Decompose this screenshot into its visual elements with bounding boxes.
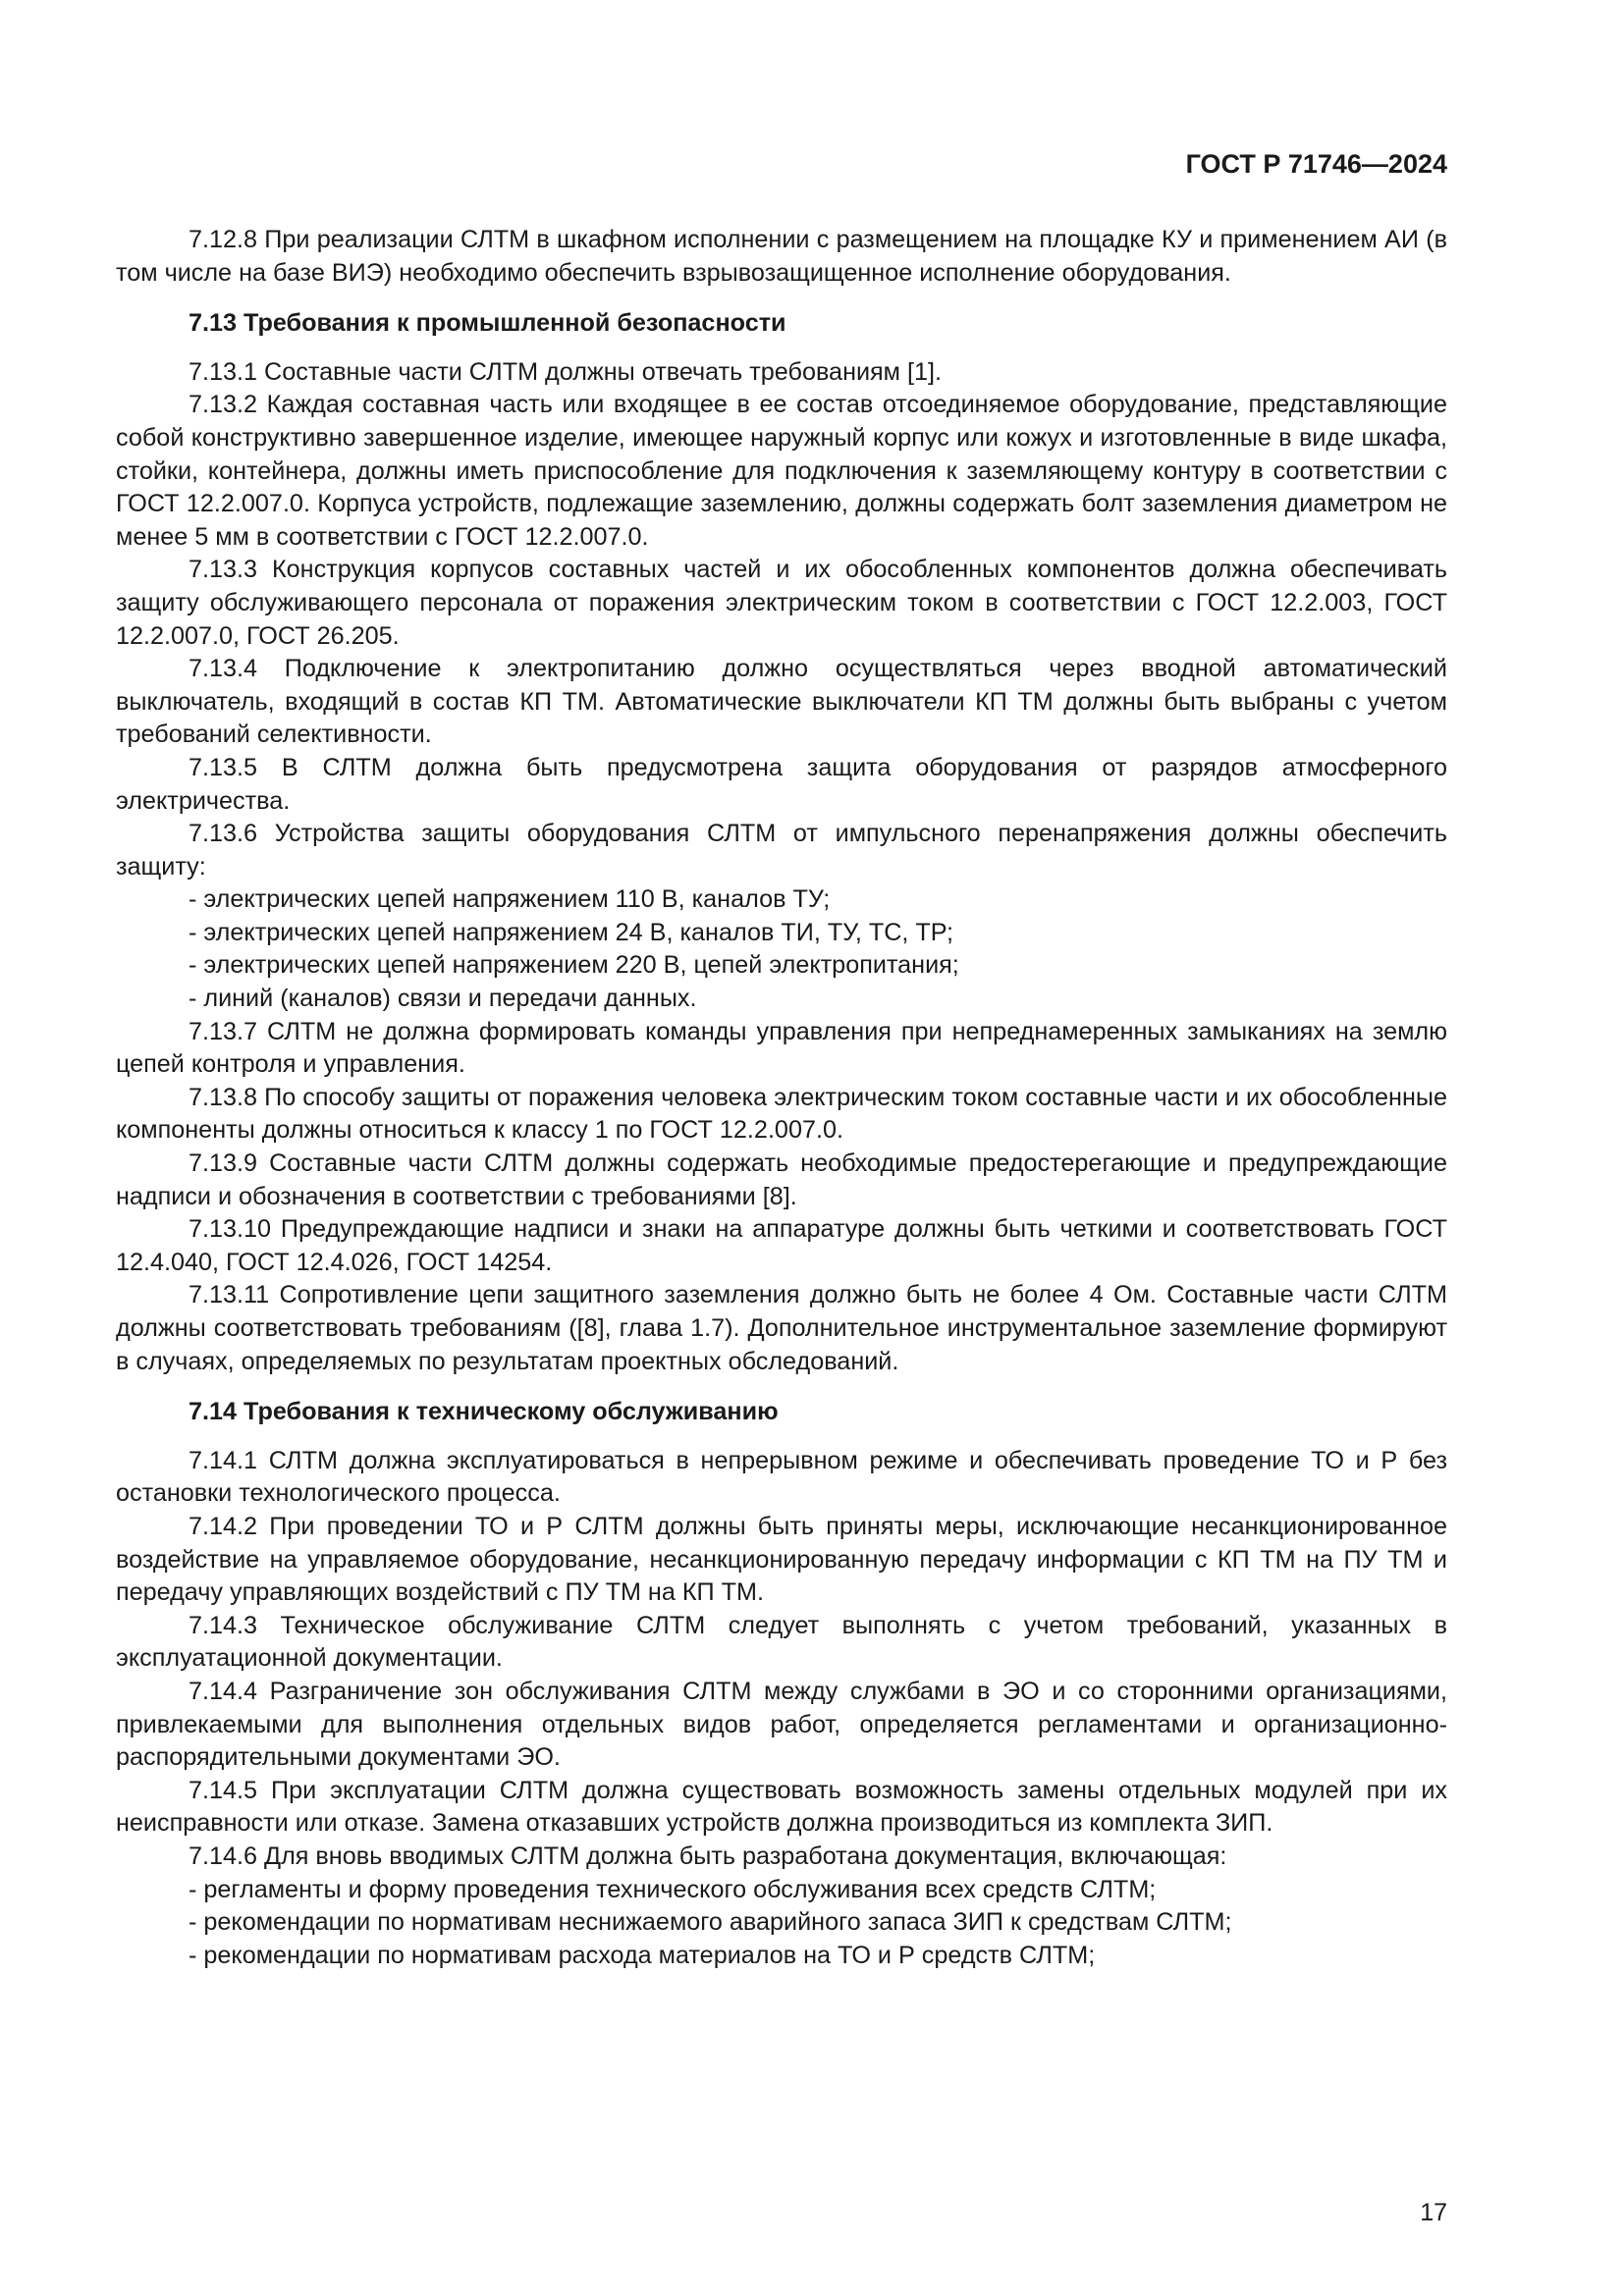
list-item: - регламенты и форму проведения технического обслуживания всех средств СЛТМ; [189,1875,1157,1903]
paragraph: 7.13.1 Составные части СЛТМ должны отвечать требованиям [1]. [189,357,942,386]
paragraph: 7.13.2 Каждая составная часть или входящее в ее состав отсоединяемое оборудование, представляющие собой конструктивно завершенное изделие, имеющее наружный корпус или кожух и изготовленные в виде шкафа, стойки, контейнера, должны иметь приспособление для подключения к заземляющему контуру в соответствии с ГОСТ 12.2.007.0. Корпуса устройств, подлежащие заземлению, должны содержать болт заземления диаметром не менее 5 мм в соответствии с ГОСТ 12.2.007.0. [116,391,1447,551]
paragraph: 7.13.11 Сопротивление цепи защитного заземления должно быть не более 4 Ом. Составные части СЛТМ должны соответствовать требованиям ([8], глава 1.7). Дополнительное инструментальное заземление формируют в случаях, определяемых по результатам проектных обследований. [116,1281,1447,1375]
section-heading: 7.14 Требования к техническому обслуживанию [189,1398,779,1426]
list-item: - рекомендации по нормативам расхода материалов на ТО и Р средств СЛТМ; [189,1941,1096,1969]
document-code-header: ГОСТ Р 71746—2024 [1185,149,1447,179]
paragraph: 7.14.6 Для вновь вводимых СЛТМ должна быть разработана документация, включающая: [189,1842,1227,1870]
section-heading: 7.13 Требования к промышленной безопасности [189,309,786,338]
paragraph: 7.13.8 По способу защиты от поражения человека электрическим током составные части и их обособленные компоненты должны относиться к классу 1 по ГОСТ 12.2.007.0. [116,1083,1447,1145]
list-item: - линий (каналов) связи и передачи данных. [189,985,697,1013]
list-item: - электрических цепей напряжением 24 В, каналов ТИ, ТУ, ТС, ТР; [189,918,954,946]
list-item: - рекомендации по нормативам неснижаемого аварийного запаса ЗИП к средствам СЛТМ; [189,1908,1232,1937]
paragraph: 7.13.3 Конструкция корпусов составных частей и их обособленных компонентов должна обеспечивать защиту обслуживающего персонала от поражения электрическим током в соответствии с ГОСТ 12.2.003, ГОСТ 12.2.007.0, ГОСТ 26.205. [116,556,1447,650]
paragraph: 7.13.4 Подключение к электропитанию должно осуществляться через вводной автоматический выключатель, входящий в состав КП ТМ. Автоматические выключатели КП ТМ должны быть выбраны с учетом требований селективности. [116,655,1447,749]
paragraph: 7.13.6 Устройства защиты оборудования СЛТМ от импульсного перенапряжения должны обеспечить защиту: [116,820,1447,881]
paragraph: 7.12.8 При реализации СЛТМ в шкафном исполнении с размещением на площадке КУ и применением АИ (в том числе на базе ВИЭ) необходимо обеспечить взрывозащищенное исполнение оборудования. [116,226,1447,287]
paragraph: 7.14.4 Разграничение зон обслуживания СЛТМ между службами в ЭО и со сторонними организациями, привлекаемыми для выполнения отдельных видов работ, определяется регламентами и организационно-распорядительными документами ЭО. [116,1677,1447,1772]
list-item: - электрических цепей напряжением 110 В, каналов ТУ; [189,885,831,914]
paragraph: 7.13.7 СЛТМ не должна формировать команды управления при непреднамеренных замыканиях на землю цепей контроля и управления. [116,1017,1447,1079]
paragraph: 7.14.2 При проведении ТО и Р СЛТМ должны быть приняты меры, исключающие несанкционированное воздействие на управляемое оборудование, несанкционированную передачу информации с КП ТМ на ПУ ТМ и передачу управляющих воздействий с ПУ ТМ на КП ТМ. [116,1512,1447,1607]
paragraph: 7.14.1 СЛТМ должна эксплуатироваться в непрерывном режиме и обеспечивать проведение ТО и Р без остановки технологического процесса. [116,1446,1447,1508]
document-body [116,224,1447,1972]
paragraph: 7.13.5 В СЛТМ должна быть предусмотрена защита оборудования от разрядов атмосферного электричества. [116,753,1447,815]
paragraph: 7.14.5 При эксплуатации СЛТМ должна существовать возможность замены отдельных модулей при их неисправности или отказе. Замена отказавших устройств должна производиться из комплекта ЗИП. [116,1776,1447,1838]
paragraph: 7.13.10 Предупреждающие надписи и знаки на аппаратуре должны быть четкими и соответствовать ГОСТ 12.4.040, ГОСТ 12.4.026, ГОСТ 14254. [116,1215,1447,1276]
paragraph: 7.14.3 Техническое обслуживание СЛТМ следует выполнять с учетом требований, указанных в эксплуатационной документации. [116,1611,1447,1673]
page-number: 17 [1420,2199,1447,2226]
list-item: - электрических цепей напряжением 220 В, цепей электропитания; [189,951,959,980]
paragraph: 7.13.9 Составные части СЛТМ должны содержать необходимые предостерегающие и предупреждающие надписи и обозначения в соответствии с требованиями [8]. [116,1149,1447,1210]
